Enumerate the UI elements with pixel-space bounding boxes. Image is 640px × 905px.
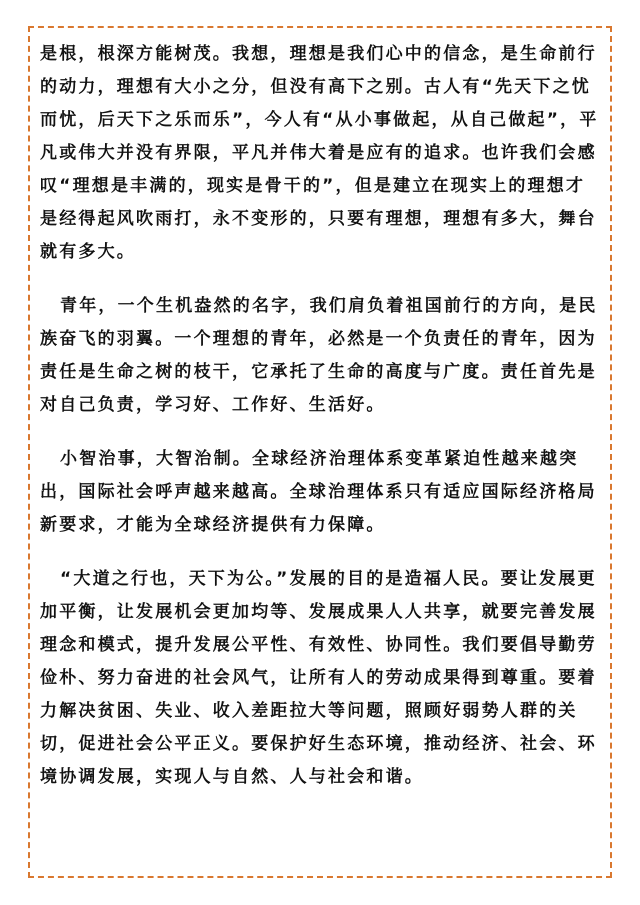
document-body [40,38,600,815]
paragraph-3: 小智治事，大智治制。全球经济治理体系变革紧迫性越来越突出，国际社会呼声越来越高。全球治理体系只有适应国际经济格局新要求，才能为全球经济提供有力保障。 [40,449,597,535]
paragraph-4: “大道之行也，天下为公。”发展的目的是造福人民。要让发展更加平衡，让发展机会更加均等、发展成果人人共享，就要完善发展理念和模式，提升发展公平性、有效性、协同性。我们要倡导勤劳俭朴、努力奋进的社会风气，让所有人的劳动成果得到尊重。要着力解决贫困、失业、收入差距拉大等问题，照顾好弱势人群的关切，促进社会公平正义。要保护好生态环境，推动经济、社会、环境协调发展，实现人与自然、人与社会和谐。 [40,569,597,787]
paragraph-1: 是根，根深方能树茂。我想，理想是我们心中的信念，是生命前行的动力，理想有大小之分，但没有高下之别。古人有“先天下之忧而忧，后天下之乐而乐”，今人有“从小事做起，从自己做起”，平凡或伟大并没有界限，平凡并伟大着是应有的追求。也许我们会感叹“理想是丰满的，现实是骨干的”，但是建立在现实上的理想才是经得起风吹雨打，永不变形的，只要有理想，理想有多大，舞台就有多大。 [40,44,599,262]
paragraph-2: 青年，一个生机盎然的名字，我们肩负着祖国前行的方向，是民族奋飞的羽翼。一个理想的青年，必然是一个负责任的青年，因为责任是生命之树的枝干，它承托了生命的高度与广度。责任首先是对自己负责，学习好、工作好、生活好。 [40,296,598,415]
